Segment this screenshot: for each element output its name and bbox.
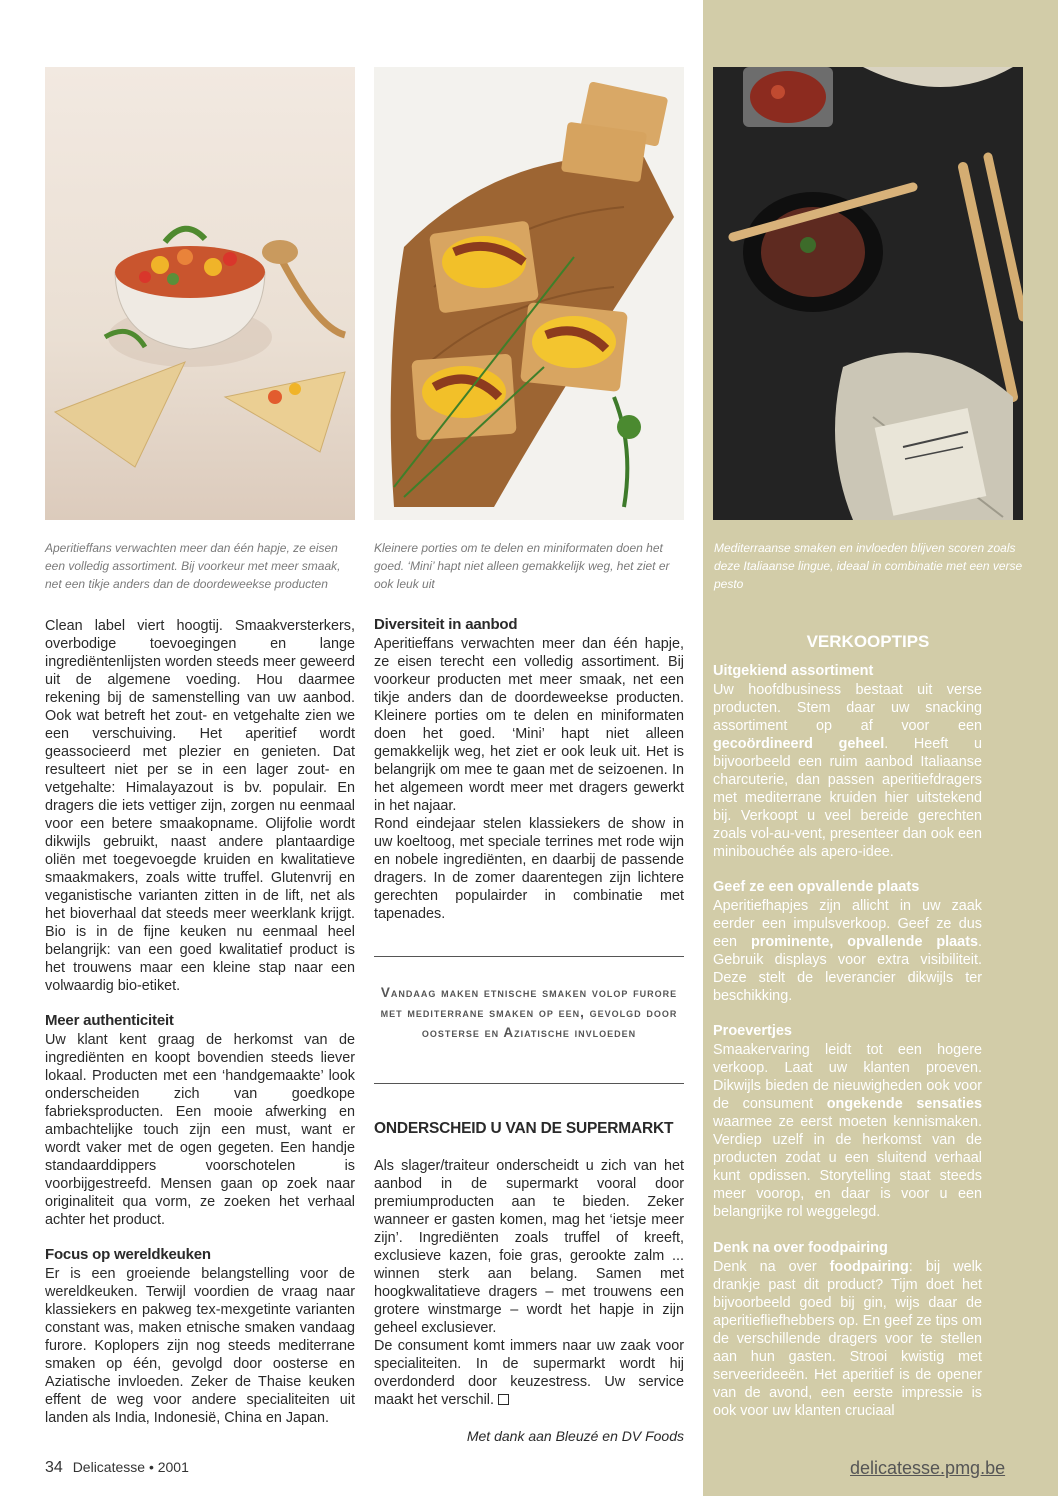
supermarket-paragraph-2: De consument komt immers naar uw zaak voor specialiteiten. In de supermarkt wordt hij overdonderd door keuzestress. Uw service maakt het verschil. <box>374 1338 684 1408</box>
sales-tip-text: Smaakervaring leidt tot een hogere verkoop. Laat uw klanten proeven. Dikwijls bieden de nieuwigheden ook voor de consument ongekende sensaties waarmee ze eerst moeten kennismaken. Verdiep uzelf in de herkomst van de producten zodat u een sluitend verhaal kunt opdissen. Storytelling staat steeds meer voorop, en daar is voor u een belangrijke rol weggelegd. <box>713 1042 982 1220</box>
sales-tip-heading: Proevertjes <box>713 1023 792 1039</box>
world-cuisine-paragraph: Er is een groeiende belangstelling voor de wereldkeuken. Terwijl voordien de vraag naar klassiekers en pakweg tex-mexgetinte varianten constant was, maken etnische smaken vandaag furore. Koplopers zijn nog steeds mediterrane smaken op één, gevolgd door oosterse en Aziatische invloeden. Zeker de Thaise keuken effent de weg voor andere specialiteiten uit landen als India, Indonesië, China en Japan. <box>45 1266 355 1426</box>
authenticity-paragraph: Uw klant kent graag de herkomst van de ingrediënten en koopt bovendien steeds liever lokaal. Producten met een ‘handgemaakte’ look onderscheiden zich van goedkope fabrieksproducten. Een mooie afwerking en ambachtelijke touch zijn een must, want er wordt vaker met de ogen gegeten. Een handje standaarddippers voorschotelen is voorbijgestreefd. Mensen gaan op zoek naar originaliteit qua vorm, ze zoeken het verhaal achter het product. <box>45 1032 355 1228</box>
acknowledgement: Met dank aan Bleuzé en DV Foods <box>466 1428 684 1444</box>
sales-tip-4 <box>713 1239 982 1420</box>
page-footer <box>45 1459 189 1477</box>
diversity-paragraph: Aperitieffans verwachten meer dan één hapje, ze eisen terecht een volledig assortiment. Bij voorkeur producten met meer smaak, net een tikje anders dan de doordeweekse producten. Kleinere porties om te delen en miniformaten doen het goed. ‘Mini’ hapt niet alleen gemakkelijk weg, het ziet er ook leuk uit. Het is belangrijk om mee te gaan met de seizoenen. In het algemeen wordt meer met dragers gewerkt in het najaar. <box>374 636 684 814</box>
diversity-paragraph-2: Rond eindejaar stelen klassiekers de show in uw koeltoog, met speciale terrines met rode wijn en nobele ingrediënten, en daarbij de passende dragers. In de zomer daarentegen zijn lichtere gerechten populairder in combinatie met tapenades. <box>374 816 684 922</box>
photo-caption-1: Aperitieffans verwachten meer dan één hapje, ze eisen een volledig assortiment. Bij voorkeur met meer smaak, net een tikje anders dan de doordeweekse producten <box>45 541 341 591</box>
website-link[interactable]: delicatesse.pmg.be <box>850 1458 1006 1478</box>
heading-diversity: Diversiteit in aanbod <box>374 616 518 633</box>
intro-paragraph: Clean label viert hoogtij. Smaakversterkers, overbodige toevoegingen en lange ingrediëntenlijsten worden steeds meer geweerd uit de algemene voeding. Hou daarmee rekening bij de samenstelling van uw aanbod. Ook wat betreft het zout- en vetgehalte zien we een verschuiving. Het aperitief wordt geassocieerd met plezier en genieten. Dat resulteert niet per se in een lager zout- en vetgehalte: Himalayazout is bv. populair. En dragers die iets vettiger zijn, zorgen nu eenmaal voor een betere smaakopname. Olijfolie wordt dikwijls gebruikt, naast andere plantaardige oliën met toegevoegde kruiden en kwalitatieve smaakmakers, zoals witte truffel. Glutenvrij en veganistische varianten zitten in de lift, net als het bioverhaal dat steeds meer weerklank krijgt. Bio is in de fijne keuken nu eenmaal heel belangrijk: van een goed kwalitatief product is het trouwens maar een kleine stap naar een volwaardig bio-etiket. <box>45 618 355 994</box>
heading-authenticity: Meer authenticiteit <box>45 1012 174 1029</box>
article-column-1 <box>45 617 355 1427</box>
sales-tip-text: Uw hoofdbusiness bestaat uit verse producten. Stem daar uw snacking assortiment op af voor een gecoördineerd geheel. Heeft u bijvoorbeeld een ruim aanbod Italiaanse charcuterie, dan passen aperitiefdragers met mediterrane kruiden hier uitstekend bij. Verkoopt u veel bereide gerechten zoals vol-au-vent, presenteer dan ook een minibouchée als apero-idee. <box>713 682 982 860</box>
sales-tip-heading: Geef ze een opvallende plaats <box>713 879 920 895</box>
magazine-name: Delicatesse • 2001 <box>72 1459 189 1475</box>
supermarket-paragraph: Als slager/traiteur onderscheidt u zich van het aanbod in de supermarkt vooral door premiumproducten aan te bieden. Zeker wanneer er gasten komen, mag het ‘ietsje meer zijn’. Ingrediënten zoals truffel of kreeft, exclusieve kazen, foie gras, gerookte zalm ... winnen sterk aan belang. Samen met hoogkwalitatieve dragers – met trouwens een grotere winstmarge – wordt het hapje in zijn geheel exclusiever. <box>374 1158 684 1336</box>
anchovy-crostini-photo <box>374 67 684 520</box>
photo-caption-2: Kleinere porties om te delen en miniformaten doen het goed. ‘Mini’ hapt niet alleen gemakkelijk weg, het ziet er ook leuk uit <box>374 541 670 591</box>
sales-tip-heading: Denk na over foodpairing <box>713 1240 888 1256</box>
heading-world-cuisine: Focus op wereldkeuken <box>45 1246 211 1263</box>
nacho-salsa-photo <box>45 67 355 520</box>
page-number: 34 <box>45 1459 63 1476</box>
sales-tip-2 <box>713 878 982 1005</box>
sales-tip-heading: Uitgekiend assortiment <box>713 663 874 679</box>
pesto-lingue-photo <box>713 67 1023 520</box>
sidebar-title: VERKOOPTIPS <box>806 632 930 651</box>
end-mark-icon <box>498 1394 509 1405</box>
pull-quote-text: Vandaag maken etnische smaken volop furore met mediterrane smaken op een, gevolgd door oosterse en Aziatische invloeden <box>380 985 678 1040</box>
pull-quote <box>374 956 684 1084</box>
section-heading-supermarket: ONDERSCHEID U VAN DE SUPERMARKT <box>374 1120 674 1137</box>
article-column-2 <box>374 615 684 923</box>
sales-tip-text: Denk na over foodpairing: bij welk drankje past dit product? Tijm doet het bijvoorbeeld goed bij gin, wijs daar de aperitiefliefhebbers op. En geef ze tips om de verschillende dragers voor te stellen aan hun gasten. Strooi kwistig met serveerideeën. Het aperitief is de opener van de avond, een eerste impressie is ook voor uw klanten cruciaal <box>713 1259 982 1419</box>
sales-tip-3 <box>713 1022 982 1221</box>
supermarket-section <box>374 1157 684 1409</box>
sales-tip-text: Aperitiefhapjes zijn allicht in uw zaak eerder een impulsverkoop. Geef ze dus een prominente, opvallende plaats. Gebruik displays voor extra visibiliteit. Deze stelt de leverancier dikwijls ter beschikking. <box>713 898 982 1004</box>
sales-tip-1 <box>713 662 982 861</box>
photo-caption-3: Mediterraanse smaken en invloeden blijven scoren zoals deze Italiaanse lingue, ideaal in combinatie met een verse pesto <box>714 541 1023 591</box>
